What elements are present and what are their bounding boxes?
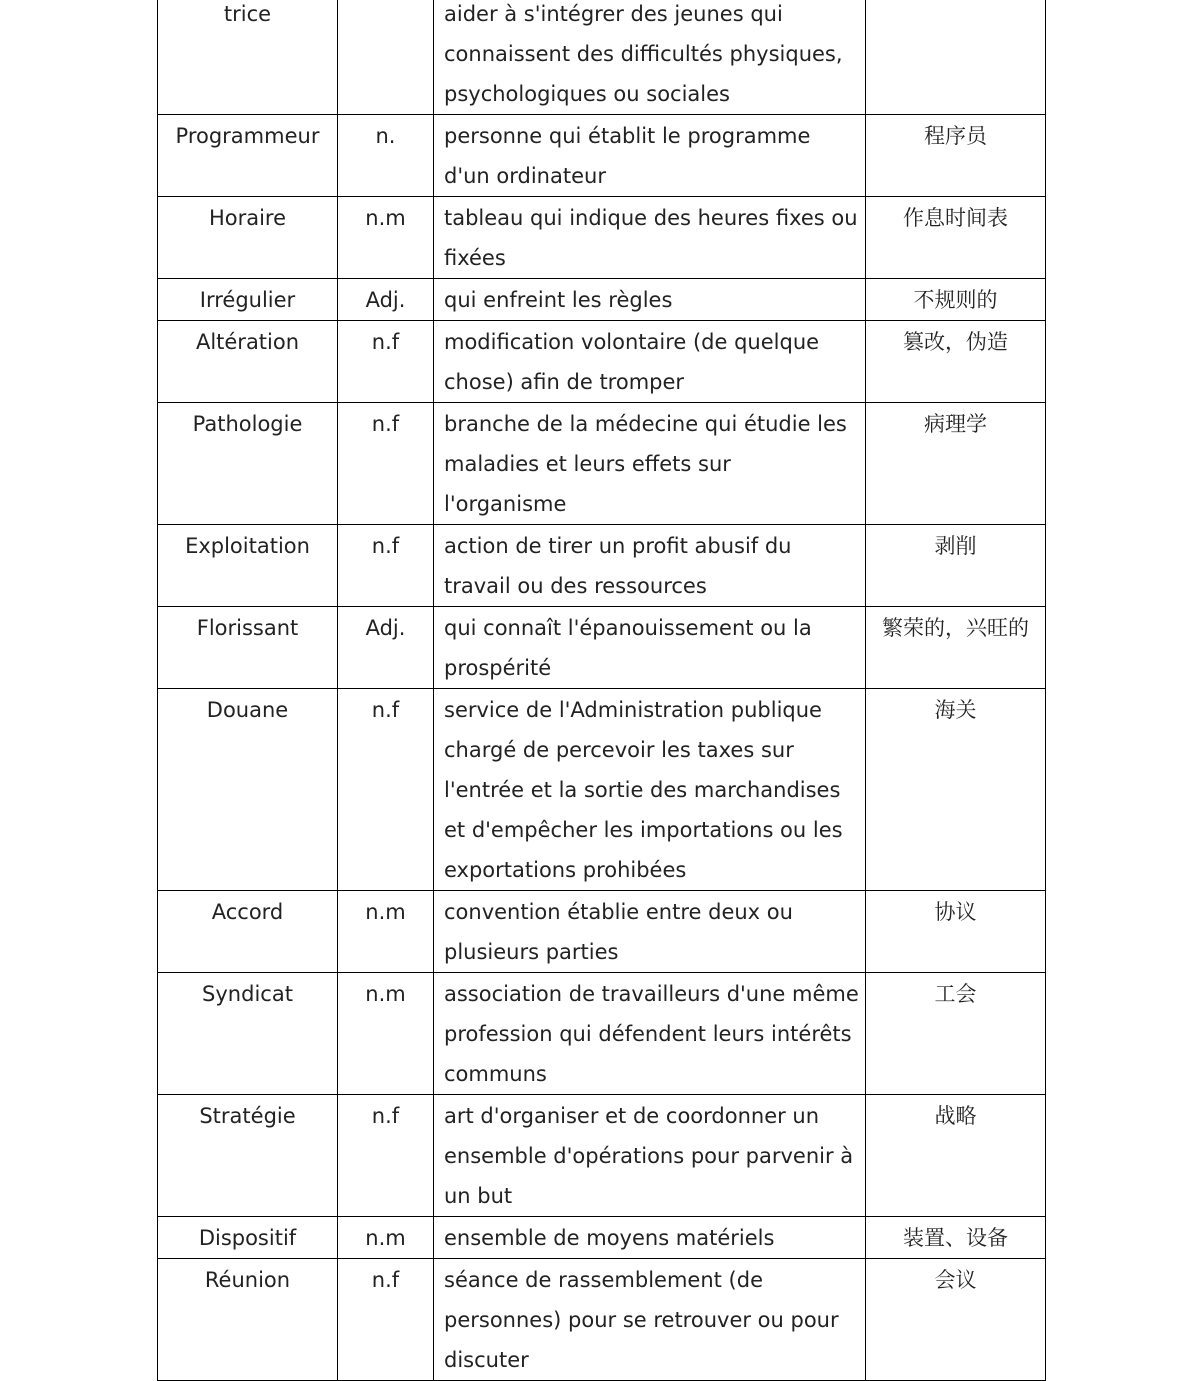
word-cell-text: Douane: [206, 698, 289, 722]
definition-cell-text: qui connaît l'épanouissement ou la prospérité: [444, 616, 812, 680]
definition-cell: [434, 403, 866, 525]
word-cell-text: Florissant: [196, 616, 299, 640]
part-of-speech-cell-text: n.f: [371, 412, 400, 436]
word-cell-text: trice: [223, 2, 272, 26]
chinese-translation-cell-text: 不规则的: [913, 288, 998, 312]
definition-cell: [434, 197, 866, 279]
word-cell-text: Réunion: [204, 1268, 291, 1292]
chinese-translation-cell: [866, 973, 1046, 1095]
table-row: [158, 525, 1046, 607]
chinese-translation-cell: [866, 321, 1046, 403]
chinese-translation-cell-text: 病理学: [924, 412, 987, 436]
definition-cell: [434, 891, 866, 973]
part-of-speech-cell-text: n.m: [365, 900, 406, 924]
word-cell-text: Syndicat: [202, 982, 293, 1006]
table-row: [158, 115, 1046, 197]
definition-cell: [434, 321, 866, 403]
table-row: [158, 1259, 1046, 1381]
definition-cell: [434, 525, 866, 607]
part-of-speech-cell: [338, 891, 434, 973]
word-cell: [158, 1217, 338, 1259]
chinese-translation-cell-text: 战略: [934, 1104, 977, 1128]
table-row: [158, 1217, 1046, 1259]
definition-cell: [434, 1259, 866, 1381]
definition-cell-text: ensemble de moyens matériels: [444, 1226, 775, 1250]
definition-cell: [434, 689, 866, 891]
word-cell-text: Accord: [211, 900, 284, 924]
definition-cell: [434, 973, 866, 1095]
table-row: [158, 403, 1046, 525]
word-cell-text: Programmeur: [175, 124, 320, 148]
definition-cell-text: service de l'Administration publique chargé de percevoir les taxes sur l'entrée et la sortie des marchandises et d'empêcher les importations ou les exportations prohibées: [444, 698, 843, 882]
definition-cell: [434, 1095, 866, 1217]
word-cell-text: Irrégulier: [199, 288, 296, 312]
part-of-speech-cell: [338, 973, 434, 1095]
part-of-speech-cell-text: n.: [375, 124, 396, 148]
part-of-speech-cell-text: n.f: [371, 698, 400, 722]
word-cell: [158, 279, 338, 321]
word-cell: [158, 891, 338, 973]
part-of-speech-cell-text: n.f: [371, 1104, 400, 1128]
chinese-translation-cell: [866, 525, 1046, 607]
table-row: [158, 0, 1046, 115]
part-of-speech-cell: [338, 1217, 434, 1259]
part-of-speech-cell: [338, 0, 434, 115]
word-cell-text: Stratégie: [199, 1104, 296, 1128]
table-row: [158, 279, 1046, 321]
vocabulary-table: [157, 0, 1046, 1381]
chinese-translation-cell-text: 作息时间表: [903, 206, 1008, 230]
word-cell: [158, 689, 338, 891]
table-row: [158, 1095, 1046, 1217]
chinese-translation-cell: [866, 197, 1046, 279]
chinese-translation-cell: [866, 403, 1046, 525]
word-cell: [158, 403, 338, 525]
part-of-speech-cell: [338, 689, 434, 891]
chinese-translation-cell: [866, 1259, 1046, 1381]
word-cell-text: Dispositif: [198, 1226, 297, 1250]
word-cell: [158, 1095, 338, 1217]
definition-cell-text: modification volontaire (de quelque chose) afin de tromper: [444, 330, 820, 394]
definition-cell-text: convention établie entre deux ou plusieurs parties: [444, 900, 793, 964]
chinese-translation-cell: [866, 1217, 1046, 1259]
definition-cell-text: branche de la médecine qui étudie les maladies et leurs effets sur l'organisme: [444, 412, 847, 516]
table-row: [158, 197, 1046, 279]
vocabulary-table-body: [158, 0, 1046, 1381]
chinese-translation-cell-text: 会议: [934, 1268, 977, 1292]
chinese-translation-cell-text: 海关: [934, 698, 977, 722]
part-of-speech-cell: [338, 1095, 434, 1217]
part-of-speech-cell-text: n.f: [371, 330, 400, 354]
part-of-speech-cell-text: Adj.: [365, 616, 406, 640]
part-of-speech-cell: [338, 403, 434, 525]
definition-cell-text: art d'organiser et de coordonner un ensemble d'opérations pour parvenir à un but: [444, 1104, 854, 1208]
table-row: [158, 891, 1046, 973]
part-of-speech-cell: [338, 115, 434, 197]
chinese-translation-cell: [866, 279, 1046, 321]
word-cell-text: Altération: [195, 330, 300, 354]
table-row: [158, 607, 1046, 689]
part-of-speech-cell: [338, 321, 434, 403]
definition-cell: [434, 1217, 866, 1259]
definition-cell-text: aider à s'intégrer des jeunes qui connaissent des difficultés physiques, psychologiques ou sociales: [444, 2, 843, 106]
word-cell: [158, 973, 338, 1095]
definition-cell: [434, 607, 866, 689]
part-of-speech-cell: [338, 279, 434, 321]
definition-cell: [434, 115, 866, 197]
definition-cell-text: séance de rassemblement (de personnes) pour se retrouver ou pour discuter: [444, 1268, 839, 1372]
part-of-speech-cell-text: n.m: [365, 1226, 406, 1250]
definition-cell-text: qui enfreint les règles: [444, 288, 673, 312]
table-row: [158, 321, 1046, 403]
word-cell-text: Exploitation: [185, 534, 310, 558]
chinese-translation-cell-text: 程序员: [924, 124, 987, 148]
definition-cell: [434, 0, 866, 115]
word-cell: [158, 321, 338, 403]
word-cell: [158, 197, 338, 279]
chinese-translation-cell-text: 工会: [934, 982, 977, 1006]
definition-cell-text: association de travailleurs d'une même profession qui défendent leurs intérêts communs: [444, 982, 859, 1086]
word-cell: [158, 1259, 338, 1381]
chinese-translation-cell: [866, 689, 1046, 891]
word-cell: [158, 607, 338, 689]
definition-cell-text: tableau qui indique des heures fixes ou fixées: [444, 206, 858, 270]
chinese-translation-cell: [866, 607, 1046, 689]
word-cell: [158, 115, 338, 197]
chinese-translation-cell-text: 协议: [934, 900, 977, 924]
definition-cell: [434, 279, 866, 321]
chinese-translation-cell-text: 剥削: [934, 534, 977, 558]
chinese-translation-cell: [866, 891, 1046, 973]
part-of-speech-cell-text: Adj.: [365, 288, 406, 312]
table-row: [158, 973, 1046, 1095]
chinese-translation-cell: [866, 0, 1046, 115]
part-of-speech-cell-text: n.f: [371, 534, 400, 558]
part-of-speech-cell-text: n.f: [371, 1268, 400, 1292]
part-of-speech-cell: [338, 197, 434, 279]
part-of-speech-cell: [338, 1259, 434, 1381]
word-cell-text: Horaire: [208, 206, 287, 230]
part-of-speech-cell-text: n.m: [365, 206, 406, 230]
part-of-speech-cell: [338, 607, 434, 689]
word-cell-text: Pathologie: [192, 412, 303, 436]
definition-cell-text: action de tirer un profit abusif du travail ou des ressources: [444, 534, 792, 598]
chinese-translation-cell-text: 繁荣的，兴旺的: [882, 616, 1029, 640]
chinese-translation-cell-text: 装置、设备: [903, 1226, 1008, 1250]
table-row: [158, 689, 1046, 891]
definition-cell-text: personne qui établit le programme d'un ordinateur: [444, 124, 811, 188]
part-of-speech-cell-text: n.m: [365, 982, 406, 1006]
chinese-translation-cell: [866, 115, 1046, 197]
word-cell: [158, 525, 338, 607]
chinese-translation-cell-text: 篡改，伪造: [903, 330, 1008, 354]
chinese-translation-cell: [866, 1095, 1046, 1217]
part-of-speech-cell: [338, 525, 434, 607]
word-cell: [158, 0, 338, 115]
